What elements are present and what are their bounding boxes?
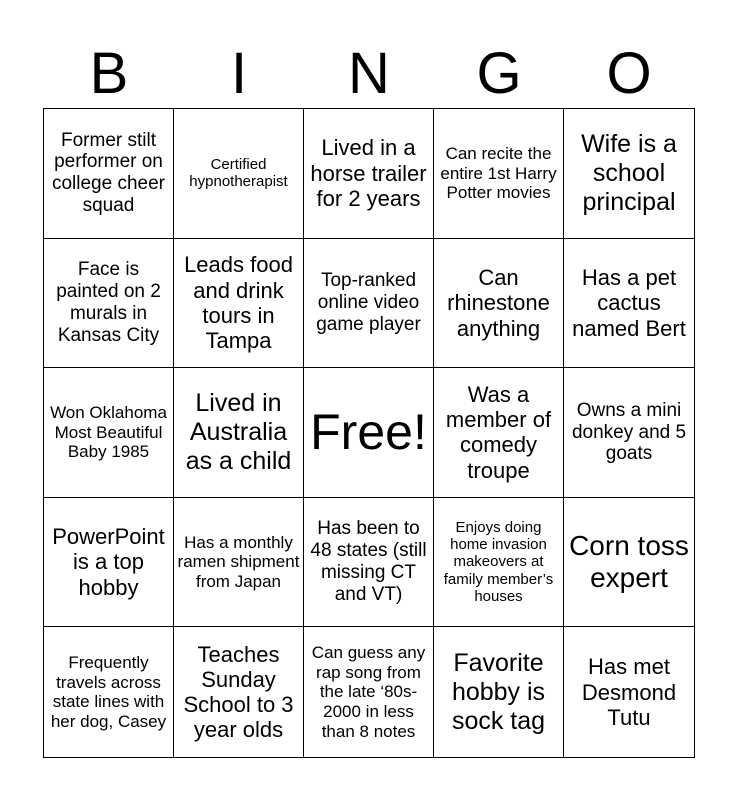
bingo-cell-r2-c5[interactable] xyxy=(564,239,694,369)
cell-text: Has been to 48 states (still missing CT and VT) xyxy=(310,518,427,605)
cell-text: PowerPoint is a top hobby xyxy=(52,524,165,600)
cell-text: Wife is a school principal xyxy=(581,130,677,216)
cell-text: Owns a mini donkey and 5 goats xyxy=(571,399,687,465)
bingo-cell-r1-c2[interactable] xyxy=(174,109,304,239)
cell-text: Corn toss expert xyxy=(569,529,689,594)
bingo-cell-r3-c5[interactable] xyxy=(564,368,694,498)
cell-text: Enjoys doing home invasion makeovers at family member’s houses xyxy=(443,518,554,605)
bingo-cell-r4-c2[interactable] xyxy=(174,498,304,628)
cell-text: Has a pet cactus named Bert xyxy=(572,264,686,341)
bingo-cell-r1-c1[interactable] xyxy=(44,109,174,239)
bingo-cell-r4-c4[interactable] xyxy=(434,498,564,628)
cell-text: Can guess any rap song from the late ‘80s-2000 in less than 8 notes xyxy=(311,643,426,741)
cell-text: Frequently travels across state lines with her dog, Casey xyxy=(50,653,167,731)
bingo-cell-r3-c4[interactable] xyxy=(434,368,564,498)
bingo-cell-r2-c3[interactable] xyxy=(304,239,434,369)
cell-text: Was a member of comedy troupe xyxy=(445,381,552,483)
header-letter-g: G xyxy=(476,41,522,106)
bingo-cell-r5-c4[interactable] xyxy=(434,627,564,757)
header-letter-o: O xyxy=(606,41,652,106)
bingo-cell-r5-c1[interactable] xyxy=(44,627,174,757)
bingo-cell-r4-c3[interactable] xyxy=(304,498,434,628)
cell-text: Leads food and drink tours in Tampa xyxy=(184,252,293,354)
header-letter-n: N xyxy=(348,41,390,106)
bingo-cell-free[interactable] xyxy=(304,368,434,498)
cell-text: Lived in Australia as a child xyxy=(185,389,292,475)
cell-text: Can rhinestone anything xyxy=(447,264,550,341)
cell-text: Face is painted on 2 murals in Kansas City xyxy=(56,259,161,346)
free-space-text: Free! xyxy=(310,403,427,460)
bingo-cell-r1-c5[interactable] xyxy=(564,109,694,239)
bingo-board xyxy=(43,108,695,758)
bingo-cell-r2-c4[interactable] xyxy=(434,239,564,369)
bingo-cell-r2-c2[interactable] xyxy=(174,239,304,369)
cell-text: Former stilt performer on college cheer squad xyxy=(51,129,166,217)
bingo-cell-r1-c4[interactable] xyxy=(434,109,564,239)
cell-text: Has met Desmond Tutu xyxy=(581,654,677,730)
header-letter-i: I xyxy=(230,41,248,106)
cell-text: Favorite hobby is sock tag xyxy=(451,649,546,735)
bingo-cell-r5-c5[interactable] xyxy=(564,627,694,757)
cell-text: Certified hypnotherapist xyxy=(189,156,288,191)
cell-text: Won Oklahoma Most Beautiful Baby 1985 xyxy=(50,403,167,462)
bingo-header xyxy=(44,40,694,108)
bingo-cell-r4-c5[interactable] xyxy=(564,498,694,628)
bingo-cell-r5-c2[interactable] xyxy=(174,627,304,757)
bingo-cell-r1-c3[interactable] xyxy=(304,109,434,239)
bingo-cell-r2-c1[interactable] xyxy=(44,239,174,369)
bingo-cell-r4-c1[interactable] xyxy=(44,498,174,628)
bingo-cell-r3-c2[interactable] xyxy=(174,368,304,498)
bingo-cell-r3-c1[interactable] xyxy=(44,368,174,498)
cell-text: Can recite the entire 1st Harry Potter movies xyxy=(440,143,557,203)
cell-text: Teaches Sunday School to 3 year olds xyxy=(183,641,294,743)
cell-text: Top-ranked online video game player xyxy=(316,270,421,335)
header-letter-b: B xyxy=(89,41,129,106)
bingo-cell-r5-c3[interactable] xyxy=(304,627,434,757)
cell-text: Lived in a horse trailer for 2 years xyxy=(310,135,427,211)
cell-text: Has a monthly ramen shipment from Japan xyxy=(177,532,300,591)
